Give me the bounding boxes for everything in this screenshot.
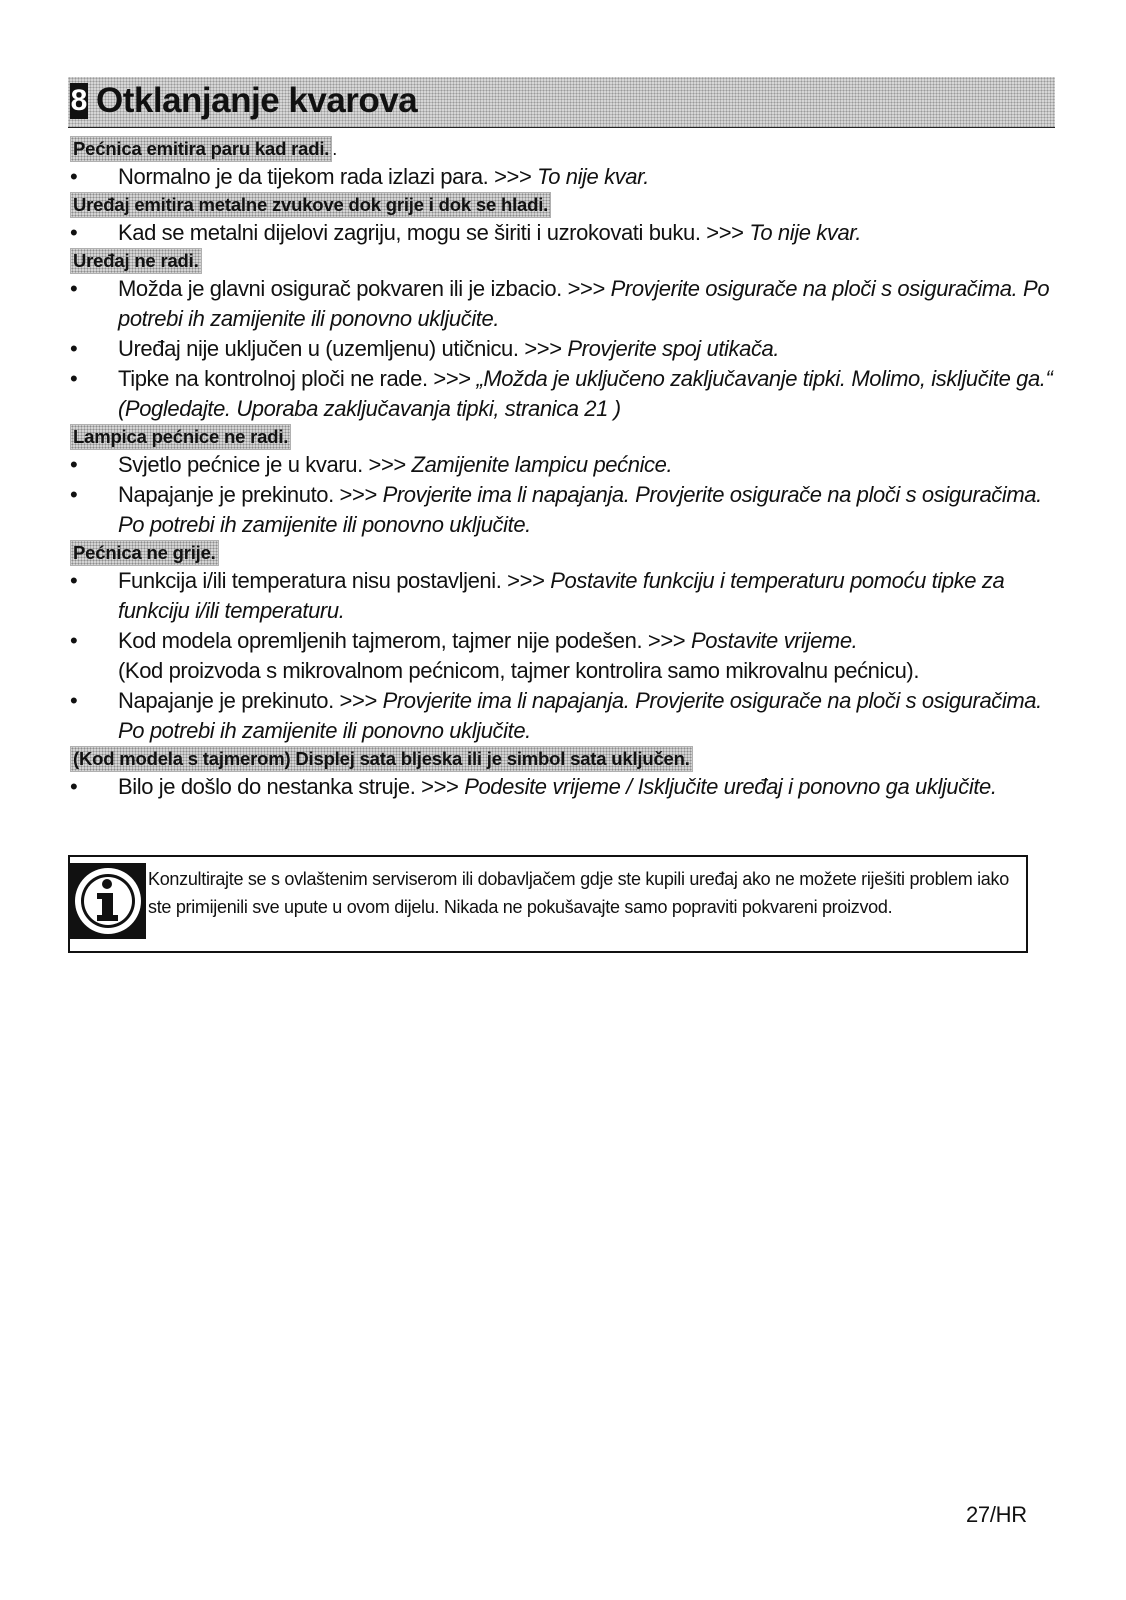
item-cause: Svjetlo pećnice je u kvaru. >>> [118,452,412,477]
troubleshooting-item [70,450,1060,480]
item-cause: Možda je glavni osigurač pokvaren ili je izbacio. >>> [118,276,611,301]
bullet-icon: • [70,452,78,477]
bullet-icon: • [70,568,78,593]
item-cause: Uređaj nije uključen u (uzemljenu) utičnicu. >>> [118,336,568,361]
bullet-icon: • [70,336,78,361]
item-cause: Tipke na kontrolnoj ploči ne rade. >>> [118,366,477,391]
troubleshooting-item [70,626,1060,686]
info-note-box [68,855,1028,953]
troubleshooting-item [70,772,1060,802]
item-cause: Kad se metalni dijelovi zagriju, mogu se širiti i uzrokovati buku. >>> [118,220,750,245]
page-number: 27/HR [966,1502,1027,1527]
item-cause: Napajanje je prekinuto. >>> [118,482,383,507]
item-remedy: Provjerite osigurače na ploči s osiguračima. Po potrebi ih zamijenite ili ponovno uključite. [118,276,1050,331]
troubleshooting-list [70,136,1060,802]
item-remedy: Provjerite ima li napajanja. Provjerite osigurače na ploči s osiguračima. Po potrebi ih zamijenite ili ponovno uključite. [118,482,1042,537]
info-icon [70,863,146,939]
item-remedy: „Možda je uključeno zaključavanje tipki. Molimo, isključite ga.“ (Pogledajte. Uporaba zaključavanja tipki, stranica 21 ) [118,366,1053,421]
chapter-title: Otklanjanje kvarova [96,81,418,120]
section-heading: Lampica pećnice ne radi. [70,424,291,450]
bullet-icon: • [70,482,78,507]
troubleshooting-item [70,274,1060,334]
item-cause: Normalno je da tijekom rada izlazi para. >>> [118,164,538,189]
bullet-icon: • [70,774,78,799]
item-remedy: Zamijenite lampicu pećnice. [411,452,673,477]
troubleshooting-item [70,364,1060,424]
item-cause: Kod modela opremljenih tajmerom, tajmer nije podešen. >>> [118,628,691,653]
item-remedy: Provjerite spoj utikača. [567,336,780,361]
section-heading: (Kod modela s tajmerom) Displej sata bljeska ili je simbol sata uključen. [70,746,693,772]
bullet-icon: • [70,164,78,189]
bullet-icon: • [70,688,78,713]
item-remedy: To nije kvar. [537,164,649,189]
item-cause: Bilo je došlo do nestanka struje. >>> [118,774,465,799]
troubleshooting-item [70,334,1060,364]
item-remedy: Postavite funkciju i temperaturu pomoću tipke za funkciju i/ili temperaturu. [118,568,1005,623]
section-heading-row [70,424,1060,450]
troubleshooting-item [70,686,1060,746]
bullet-icon: • [70,276,78,301]
chapter-number: 8 [70,84,88,117]
item-remedy: To nije kvar. [749,220,862,245]
section-heading-trail: . [332,139,338,159]
section-heading: Uređaj ne radi. [70,248,202,274]
section-heading-row [70,540,1060,566]
info-note-text: Konzultirajte se s ovlaštenim serviserom ili dobavljačem gdje ste kupili uređaj ako ne možete riješiti problem iako ste primijenili sve upute u ovom dijelu. Nikada ne pokušavajte samo popraviti pokvareni proizvod. [148,869,1009,917]
section-heading-row [70,192,1060,218]
section-heading-row [70,746,1060,772]
item-remedy: Postavite vrijeme. [690,628,858,653]
troubleshooting-item [70,162,1060,192]
section-heading: Uređaj emitira metalne zvukove dok grije i dok se hladi. [70,192,551,218]
item-remedy: Provjerite ima li napajanja. Provjerite osigurače na ploči s osiguračima. Po potrebi ih zamijenite ili ponovno uključite. [118,688,1042,743]
section-heading: Pećnica ne grije. [70,540,219,566]
bullet-icon: • [70,366,78,391]
troubleshooting-item [70,566,1060,626]
item-note: (Kod proizvoda s mikrovalnom pećnicom, tajmer kontrolira samo mikrovalnu pećnicu). [118,658,920,683]
item-cause: Napajanje je prekinuto. >>> [118,688,383,713]
troubleshooting-item [70,218,1060,248]
section-heading-row [70,136,1060,162]
bullet-icon: • [70,220,78,245]
section-heading-row [70,248,1060,274]
chapter-header [68,77,1055,128]
bullet-icon: • [70,628,78,653]
item-remedy: Podesite vrijeme / Isključite uređaj i ponovno ga uključite. [464,774,997,799]
troubleshooting-item [70,480,1060,540]
section-heading: Pećnica emitira paru kad radi. [70,136,332,162]
item-cause: Funkcija i/ili temperatura nisu postavljeni. >>> [118,568,551,593]
